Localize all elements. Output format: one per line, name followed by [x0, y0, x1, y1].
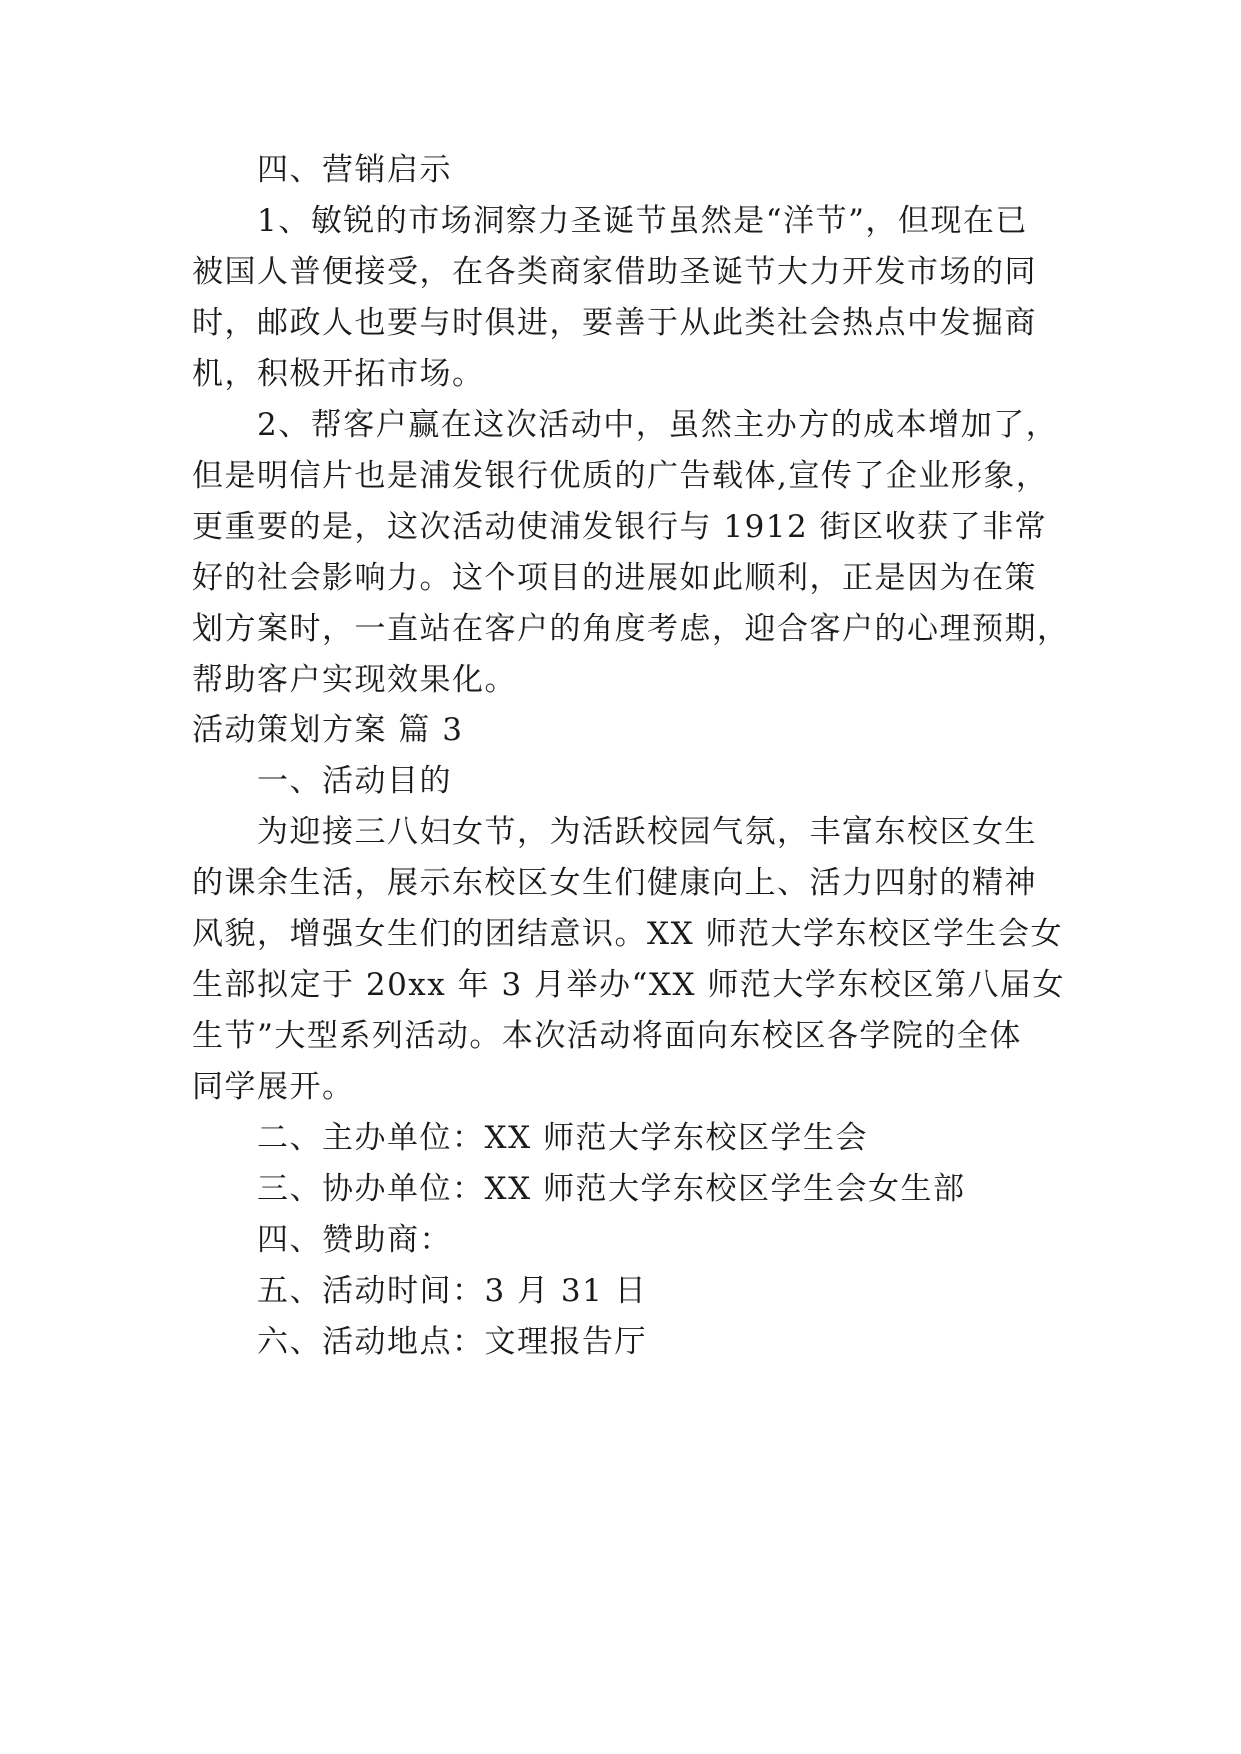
paragraph-line: 好的社会影响力。这个项目的进展如此顺利，正是因为在策: [192, 560, 1037, 596]
paragraph-line: 风貌，增强女生们的团结意识。XX 师范大学东校区学生会女: [192, 916, 1063, 952]
paragraph-line: 时，邮政人也要与时俱进，要善于从此类社会热点中发掘商: [192, 305, 1037, 341]
article-title: 活动策划方案 篇 3: [192, 712, 464, 748]
paragraph-line: 划方案时，一直站在客户的角度考虑，迎合客户的心理预期，: [192, 611, 1070, 647]
paragraph-line: 的课余生活，展示东校区女生们健康向上、活力四射的精神: [192, 865, 1037, 901]
paragraph-line: 生节”大型系列活动。本次活动将面向东校区各学院的全体: [192, 1018, 1022, 1054]
paragraph-line: 2、帮客户赢在这次活动中，虽然主办方的成本增加了，: [257, 407, 1059, 443]
item-co-organizer: 三、协办单位：XX 师范大学东校区学生会女生部: [257, 1171, 966, 1207]
paragraph-line: 生部拟定于 20xx 年 3 月举办“XX 师范大学东校区第八届女: [192, 967, 1065, 1003]
paragraph-line: 为迎接三八妇女节，为活跃校园气氛，丰富东校区女生: [257, 814, 1037, 850]
paragraph-line: 1、敏锐的市场洞察力圣诞节虽然是“洋节”，但现在已: [257, 203, 1028, 239]
paragraph-line: 被国人普便接受，在各类商家借助圣诞节大力开发市场的同: [192, 254, 1037, 290]
section-heading-activity-purpose: 一、活动目的: [257, 763, 452, 799]
item-sponsor: 四、赞助商：: [257, 1222, 452, 1258]
item-organizer: 二、主办单位：XX 师范大学东校区学生会: [257, 1120, 868, 1156]
paragraph-line: 但是明信片也是浦发银行优质的广告载体,宣传了企业形象，: [192, 458, 1049, 494]
paragraph-line: 机，积极开拓市场。: [192, 356, 485, 392]
paragraph-line: 更重要的是，这次活动使浦发银行与 1912 街区收获了非常: [192, 509, 1048, 545]
section-heading-marketing-insights: 四、营销启示: [257, 152, 452, 188]
item-activity-location: 六、活动地点：文理报告厅: [257, 1324, 647, 1360]
paragraph-line: 同学展开。: [192, 1069, 355, 1105]
item-activity-time: 五、活动时间：3 月 31 日: [257, 1273, 648, 1309]
paragraph-line: 帮助客户实现效果化。: [192, 662, 517, 698]
